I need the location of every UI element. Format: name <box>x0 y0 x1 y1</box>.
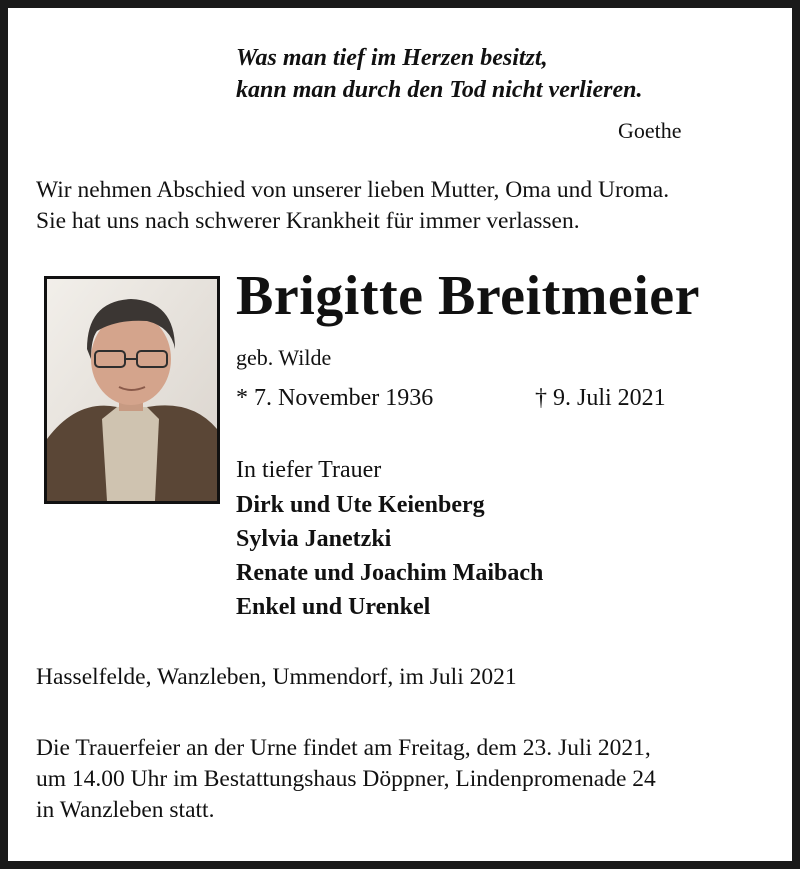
quote-author: Goethe <box>618 118 682 143</box>
mourner-name: Renate und Joachim Maibach <box>236 560 544 586</box>
maiden-name: geb. Wilde <box>236 345 332 370</box>
mourner-name: Enkel und Urenkel <box>236 594 431 620</box>
mourner-name: Dirk und Ute Keienberg <box>236 492 485 518</box>
place-date: Hasselfelde, Wanzleben, Ummendorf, im Juli 2021 <box>36 664 517 690</box>
funeral-line-1: Die Trauerfeier an der Urne findet am Freitag, dem 23. Juli 2021, <box>36 735 651 761</box>
intro-line-2: Sie hat uns nach schwerer Krankheit für immer verlassen. <box>36 208 580 234</box>
quote-line-2: kann man durch den Tod nicht verlieren. <box>236 77 643 103</box>
death-date: † 9. Juli 2021 <box>535 385 666 411</box>
mourner-name: Sylvia Janetzki <box>236 526 392 552</box>
funeral-line-3: in Wanzleben statt. <box>36 797 215 823</box>
intro-line-1: Wir nehmen Abschied von unserer lieben Mutter, Oma und Uroma. <box>36 177 670 203</box>
portrait-photo <box>44 276 220 504</box>
quote-line-1: Was man tief im Herzen besitzt, <box>236 45 548 71</box>
deceased-name: Brigitte Breitmeier <box>236 265 701 327</box>
funeral-line-2: um 14.00 Uhr im Bestattungshaus Döppner, Lindenpromenade 24 <box>36 766 656 792</box>
mourning-heading: In tiefer Trauer <box>236 457 382 483</box>
birth-date: * 7. November 1936 <box>236 385 434 411</box>
